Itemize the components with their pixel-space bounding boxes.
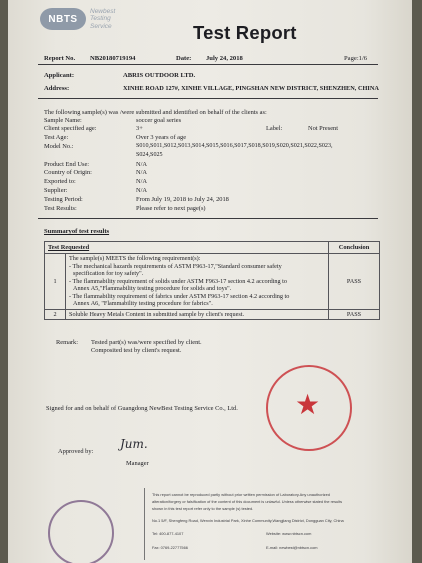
applicant-label: Applicant: <box>44 72 75 79</box>
footer-address: No.1 5/F, Shengfeng Road, Wenxin Industrial Park, Xinhe Community,Wangjiang District, Dongguan City, China <box>152 518 344 523</box>
testing-seal <box>48 500 114 563</box>
label-label: Label: <box>266 125 283 132</box>
requirement-line: - The flammability requirement of fabrics under ASTM F963-17 section 4.2 according to <box>69 292 290 300</box>
sample-divider <box>38 218 378 219</box>
requirement-line: - The flammability requirement of solids under ASTM F963-17 section 4.2 according to <box>69 277 287 285</box>
report-date: July 24, 2018 <box>206 55 243 62</box>
applicant-name: ABRIS OUTDOOR LTD. <box>123 72 196 79</box>
footer-website: Website: www.nbtscn.com <box>266 531 312 536</box>
model-numbers-line2: S024,S025 <box>136 152 163 158</box>
end-use-label: Product End Use: <box>44 161 90 168</box>
table-row <box>45 309 380 320</box>
intro-text: The following sample(s) was /were submitted and identified on behalf of the clients as: <box>44 109 267 116</box>
footer-email: E-mail: newbest@nbtscn.com <box>266 545 318 550</box>
results-label: Test Results: <box>44 205 77 212</box>
period-label: Testing Period: <box>44 196 83 203</box>
row-conclusion: PASS <box>329 254 380 310</box>
footer-notice-line: shown in this test report refer only to the sample (s) tested. <box>152 506 254 511</box>
footer-divider <box>144 488 145 560</box>
report-no-label: Report No. <box>44 55 76 62</box>
report-title: Test Report <box>193 22 297 43</box>
summary-title: Summaryof test results <box>44 228 110 235</box>
row-number: 2 <box>45 309 66 320</box>
remark-line1: Tested part(s) was/were specified by client. <box>91 339 202 346</box>
exported: N/A <box>136 178 148 185</box>
test-results: Please refer to next page(s) <box>136 205 206 212</box>
col-conclusion: Conclusion <box>329 242 380 254</box>
logo-sub-line: Service <box>90 22 112 30</box>
date-label: Date: <box>176 55 192 62</box>
requirement-line: specification for toy safety". <box>73 270 144 277</box>
row-requirements <box>66 309 329 320</box>
footer-tel: Tel: 400-877-4107 <box>152 531 184 536</box>
logo-sub-line: Newbest <box>90 8 116 15</box>
table-row <box>45 254 380 310</box>
applicant-address: XINHE ROAD 127#, XINHE VILLAGE, PINGSHAN NEW DISTRICT, SHENZHEN, CHINA <box>123 85 379 92</box>
row-conclusion: PASS <box>329 309 380 320</box>
applicant-divider <box>38 98 378 99</box>
summary-table <box>44 241 380 320</box>
company-logo: NBTS <box>40 8 86 30</box>
age-value: 3+ <box>136 125 143 132</box>
end-use: N/A <box>136 161 148 168</box>
remark-label: Remark: <box>56 339 79 346</box>
footer-notice-line: alteration/forgery or falsification of the content of this document is unlawful. Unless otherwise stated the results <box>152 499 343 504</box>
origin-label: Country of Origin: <box>44 169 92 176</box>
row-number: 1 <box>45 254 66 310</box>
requirement-line: Annex A5,"Flammability testing procedure for solids and toys". <box>73 285 232 292</box>
approved-label: Approved by: <box>58 448 94 455</box>
requirement-line: - The mechanical hazards requirements of ASTM F963-17,"Standard consumer safety <box>69 262 282 270</box>
table-header-row <box>45 242 380 254</box>
requirement-line: Annex A6, "Flammability testing procedure for fabrics". <box>73 300 213 307</box>
seal-star-icon: ★ <box>295 390 321 421</box>
test-age-label: Test Age: <box>44 134 69 141</box>
page-number: Page:1/6 <box>344 55 368 62</box>
row-requirements <box>66 254 329 310</box>
model-numbers-line1: S010,S011,S012,S013,S014,S015,S016,S017,S018,S019,S020,S021,S022,S023, <box>136 143 333 149</box>
sample-name-label: Sample Name: <box>44 117 82 124</box>
test-age: Over 3 years of age <box>136 134 187 141</box>
report-no: NB20180719194 <box>90 55 136 62</box>
remark-line2: Composited test by client's request. <box>91 347 182 354</box>
address-label: Address: <box>44 85 70 92</box>
logo-sub-line: Testing <box>90 15 111 23</box>
model-label: Model No.: <box>44 143 74 150</box>
manager-signature: Jum. <box>120 437 148 451</box>
requirement-line: The sample(s) MEETS the following requirement(s): <box>69 255 201 262</box>
header-divider <box>38 64 378 65</box>
age-label: Client specified age: <box>44 125 97 132</box>
manager-title: Manager <box>126 460 149 467</box>
origin: N/A <box>136 169 148 176</box>
exported-label: Exported to: <box>44 178 76 185</box>
signed-on-behalf: Signed for and on behalf of Guangdong NewBest Testing Service Co., Ltd. <box>46 405 238 412</box>
sample-name: soccer goal series <box>136 117 182 124</box>
label-value: Not Present <box>308 125 338 132</box>
testing-period: From July 19, 2018 to July 24, 2018 <box>136 196 229 203</box>
footer-notice-line: This report cannot be reproduced partly without prior written permission of Laboratory.Any unauthorized <box>152 492 330 497</box>
report-page <box>8 0 412 563</box>
col-test-requested: Test Requested <box>45 242 329 254</box>
logo-subtitle <box>90 8 115 30</box>
requirement-line: Soluble Heavy Metals Content in submitted sample by client's request. <box>69 310 245 318</box>
supplier: N/A <box>136 187 148 194</box>
footer-fax: Fax: 0769-22777566 <box>152 545 188 550</box>
supplier-label: Supplier: <box>44 187 68 194</box>
